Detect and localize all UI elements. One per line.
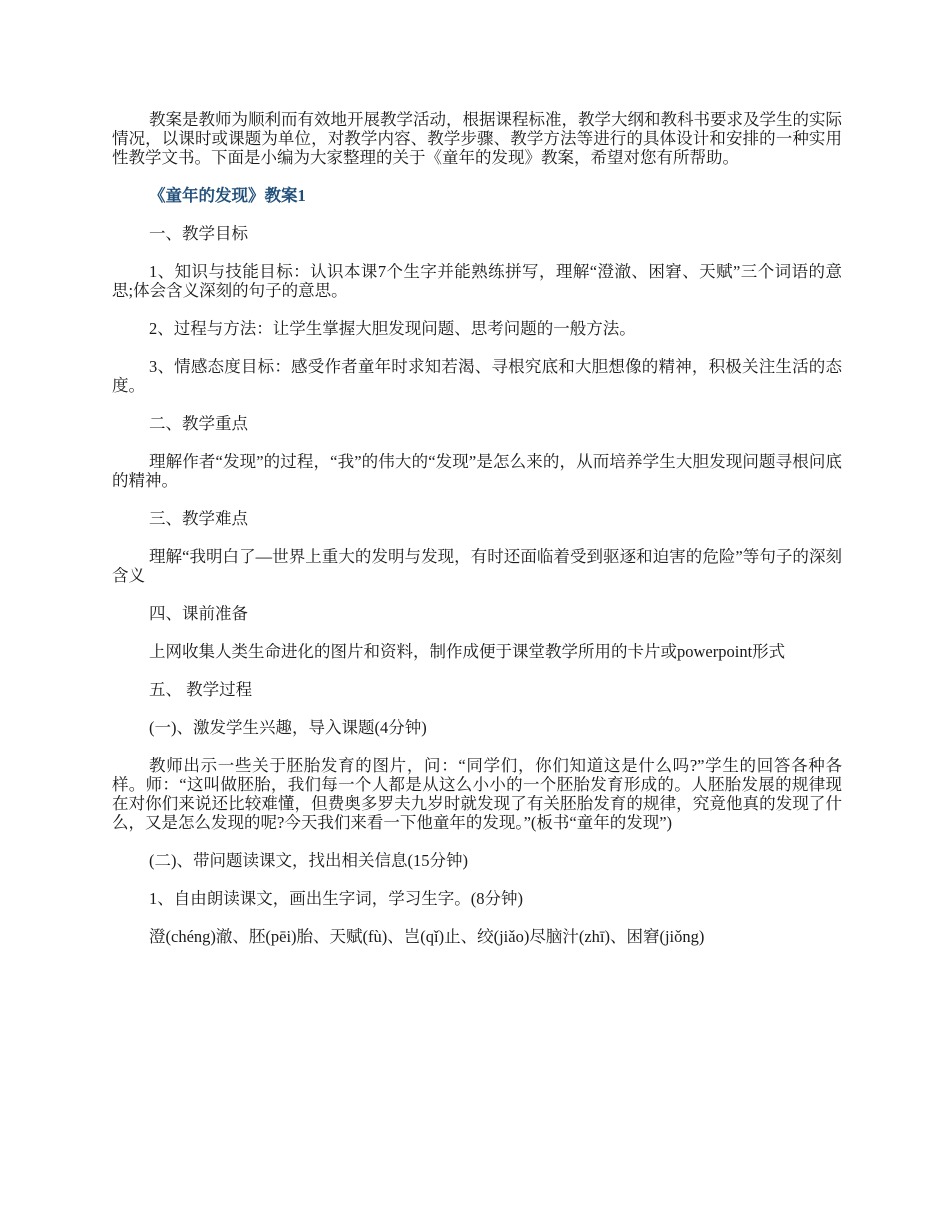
heading-process: 五、 教学过程 <box>149 680 253 699</box>
step-one-heading: (一)、激发学生兴趣，导入课题(4分钟) <box>149 718 427 737</box>
intro-paragraph: 教案是教师为顺利而有效地开展教学活动，根据课程标准，教学大纲和教科书要求及学生的实际情况，以课时或课题为单位，对教学内容、教学步骤、教学方法等进行的具体设计和安排的一种实用性教学文书。下面是小编为大家整理的关于《童年的发现》教案，希望对您有所帮助。 <box>112 110 842 167</box>
step-one-text: 教师出示一些关于胚胎发育的图片，问：“同学们，你们知道这是什么吗?”学生的回答各种各样。师：“这叫做胚胎，我们每一个人都是从这么小小的一个胚胎发育形成的。人胚胎发展的规律现在对你们来说还比较难懂，但费奥多罗夫九岁时就发现了有关胚胎发育的规律，究竟他真的发现了什么，又是怎么发现的呢?今天我们来看一下他童年的发现。”(板书“童年的发现”) <box>112 756 842 832</box>
key-points-text: 理解作者“发现”的过程，“我”的伟大的“发现”是怎么来的，从而培养学生大胆发现问题寻根问底的精神。 <box>112 452 842 490</box>
vocabulary-list: 澄(chéng)澈、胚(pēi)胎、天赋(fù)、岂(qǐ)止、绞(jiǎo)尽脑汁(zhī)、困窘(jiǒng) <box>149 927 705 946</box>
step-two-item-one: 1、自由朗读课文，画出生字词，学习生字。(8分钟) <box>149 889 523 908</box>
document-page <box>112 110 842 965</box>
goal-process: 2、过程与方法：让学生掌握大胆发现问题、思考问题的一般方法。 <box>149 319 636 338</box>
preparation-text: 上网收集人类生命进化的图片和资料，制作成便于课堂教学所用的卡片或powerpoint形式 <box>149 642 786 661</box>
goal-emotion: 3、情感态度目标：感受作者童年时求知若渴、寻根究底和大胆想像的精神，积极关注生活的态度。 <box>112 357 842 395</box>
heading-preparation: 四、课前准备 <box>149 604 248 623</box>
difficulties-text: 理解“我明白了—世界上重大的发明与发现，有时还面临着受到驱逐和迫害的危险”等句子的深刻含义 <box>112 547 842 585</box>
goal-knowledge: 1、知识与技能目标：认识本课7个生字并能熟练拼写，理解“澄澈、困窘、天赋”三个词语的意思;体会含义深刻的句子的意思。 <box>112 262 842 300</box>
heading-teaching-goals: 一、教学目标 <box>149 224 248 243</box>
heading-key-points: 二、教学重点 <box>149 414 248 433</box>
section-title: 《童年的发现》教案1 <box>149 186 306 205</box>
heading-difficulties: 三、教学难点 <box>149 509 248 528</box>
step-two-heading: (二)、带问题读课文，找出相关信息(15分钟) <box>149 851 468 870</box>
